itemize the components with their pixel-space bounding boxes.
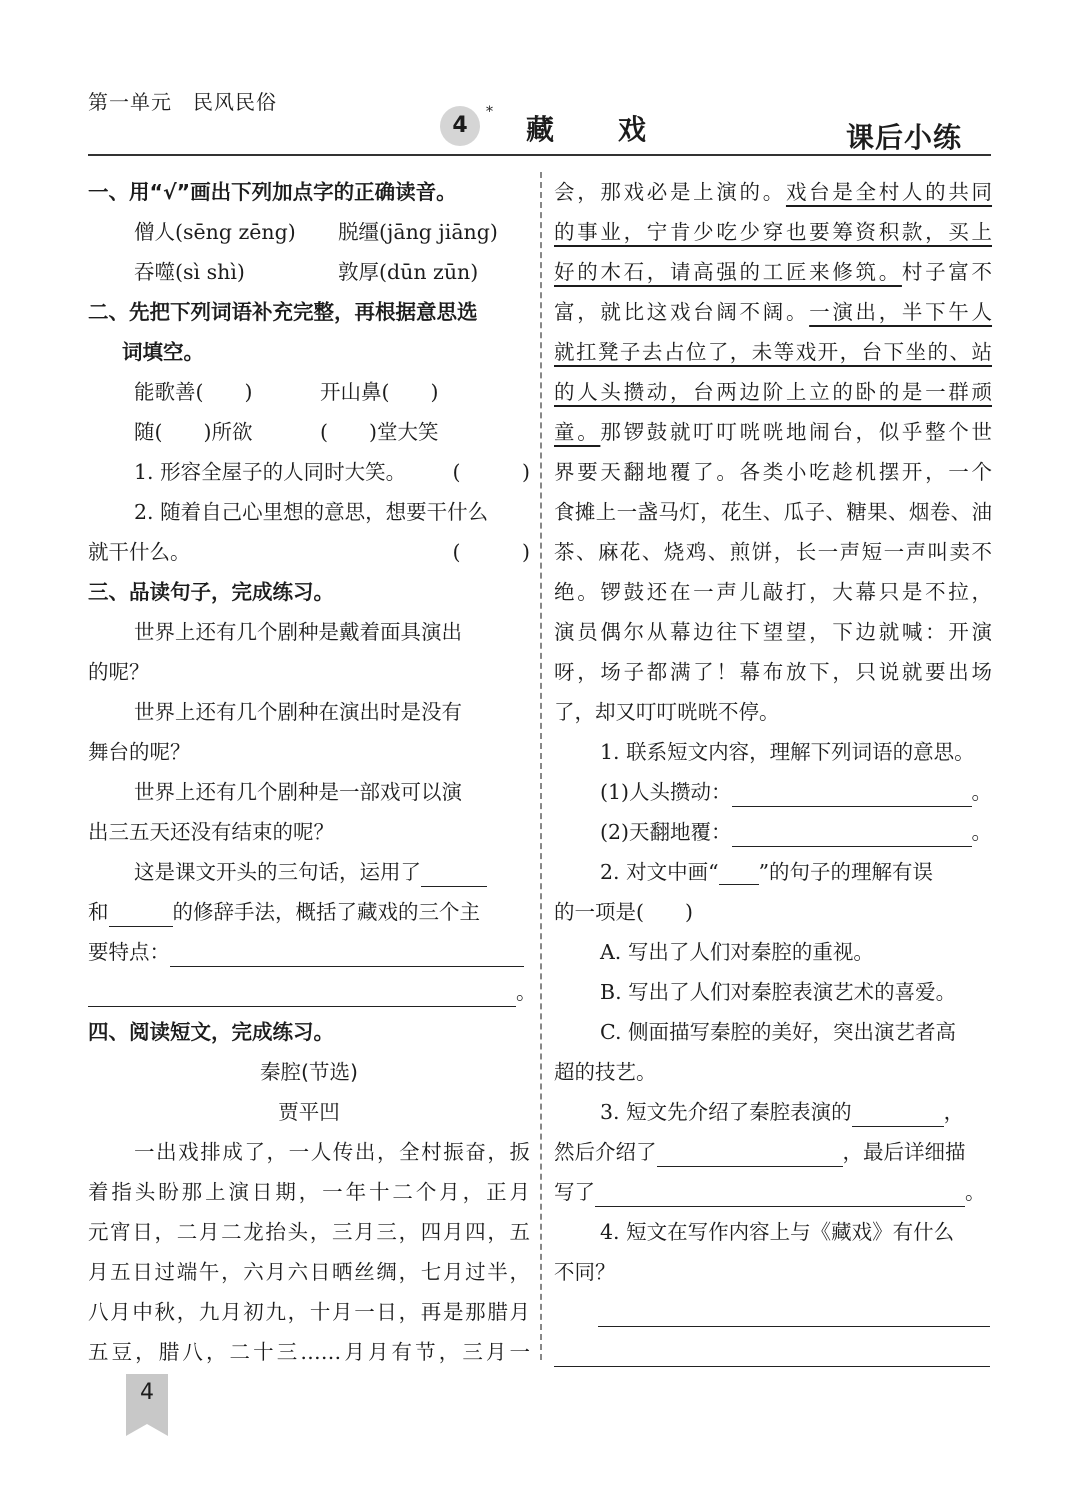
- rq2-option-b[interactable]: B. 写出了人们对秦腔表演艺术的喜爱。: [600, 980, 957, 1004]
- question-2-title-line2: 词填空。: [122, 340, 204, 364]
- article-line-12: 的人头攒动，台两边阶上立的卧的是一群顽: [554, 380, 992, 404]
- rq3-line2: [554, 1132, 992, 1172]
- article-text: 村子富不: [901, 260, 993, 284]
- q3-sentence-3-line2: 出三五天还没有结束的呢？: [88, 820, 334, 844]
- article-line-11: 就扛凳子去占位了，未等戏开，台下坐的、站: [554, 340, 992, 364]
- rq4-blank-1[interactable]: [598, 1300, 990, 1327]
- q1-item-sengren: 僧人(sēng zēng): [134, 220, 296, 244]
- q1-row-1: [88, 212, 530, 252]
- q3-end-period: 。: [516, 980, 537, 1004]
- rq3-blank-2[interactable]: [657, 1140, 843, 1167]
- question-3-title: 三、品读句子，完成练习。: [88, 580, 334, 604]
- q3-question-line2: [88, 892, 530, 932]
- lesson-number-badge: 4: [440, 106, 480, 146]
- article-line-9: [554, 252, 992, 292]
- q3-question-line3: [88, 932, 530, 972]
- optional-lesson-star: *: [486, 104, 493, 120]
- q3-blank-3[interactable]: [170, 940, 524, 967]
- column-divider: [540, 172, 542, 1360]
- q3-question-text-1: 这是课文开头的三句话，运用了: [134, 860, 421, 884]
- period: 。: [965, 1180, 986, 1204]
- rq3-text-1: 3. 短文先介绍了秦腔表演的: [600, 1100, 852, 1124]
- rq1-a: [554, 772, 992, 812]
- rq1-b-label: (2)天翻地覆：: [600, 820, 732, 844]
- q3-sentence-2-line1: 世界上还有几个剧种在演出时是没有: [134, 700, 462, 724]
- q2-item-2-text: 就干什么。: [88, 540, 191, 564]
- lesson-title: 藏戏: [526, 113, 711, 146]
- question-4-title: 四、阅读短文，完成练习。: [88, 1020, 334, 1044]
- left-column: [88, 172, 537, 1372]
- article-line-20: 了，却又叮叮咣咣不停。: [554, 700, 780, 724]
- rq4-line1: 4. 短文在写作内容上与《藏戏》有什么: [600, 1220, 955, 1244]
- q3-question-text-3: 的修辞手法，概括了藏戏的三个主: [172, 900, 480, 924]
- article-title: 秦腔(节选): [260, 1060, 358, 1084]
- article-line-7: [554, 172, 992, 212]
- rq3-line1: [554, 1092, 992, 1132]
- q2-word-kaishanbi[interactable]: 开山鼻( ): [320, 380, 439, 404]
- q1-item-tunshi: 吞噬(sì shì): [134, 260, 245, 284]
- rq2-line2[interactable]: 的一项是( ): [554, 900, 693, 924]
- q3-blank-4[interactable]: [88, 980, 516, 1007]
- article-line-15: 食摊上一盏马灯，花生、瓜子、糖果、烟卷、油: [554, 500, 992, 524]
- rq4-blank-2[interactable]: [554, 1340, 990, 1367]
- q2-item-1: [88, 452, 530, 492]
- rq2-option-c-line1[interactable]: C. 侧面描写秦腔的美好，突出演艺者高: [600, 1020, 956, 1044]
- header-rule: [88, 154, 991, 156]
- article-line-18: 演员偶尔从幕边往下望望，下边就喊：开演: [554, 620, 992, 644]
- article-line-16: 茶、麻花、烧鸡、煎饼，长一声短一声叫卖不: [554, 540, 992, 564]
- article-text: 富，就比这戏台阔不阔。: [554, 300, 810, 324]
- question-2-title-line1: 二、先把下列词语补充完整，再根据意思选: [88, 300, 478, 324]
- q3-answer-line: [88, 972, 537, 1012]
- q3-blank-1[interactable]: [421, 860, 487, 887]
- rq2-option-a[interactable]: A. 写出了人们对秦腔的重视。: [600, 940, 874, 964]
- q2-word-nenggeshan[interactable]: 能歌善( ): [134, 380, 253, 404]
- underlined-sentence: 戏台是全村人的共同: [785, 180, 993, 204]
- article-line-2: 着指头盼那上演日期，一年十二个月，正月: [88, 1180, 530, 1204]
- unit-title: 第一单元 民风民俗: [88, 90, 277, 114]
- page-tab-tip: [126, 1424, 168, 1436]
- article-author: 贾平凹: [278, 1100, 340, 1124]
- article-text: 会，那戏必是上演的。: [554, 180, 786, 204]
- q2-item-2-line1: 2. 随着自己心里想的意思，想要干什么: [134, 500, 489, 524]
- rq2-line1: [554, 852, 992, 892]
- rq3-text-2: 然后介绍了: [554, 1140, 657, 1164]
- article-text: 那锣鼓就叮叮咣咣地闹台，似乎整个世: [600, 420, 993, 444]
- q2-word-tangdaxiao[interactable]: ( )堂大笑: [320, 420, 439, 444]
- right-column: [554, 172, 992, 1372]
- q2-item-1-text: 1. 形容全屋子的人同时大笑。: [134, 460, 407, 484]
- article-line-4: 月五日过端午，六月六日晒丝绸，七月过半，: [88, 1260, 530, 1284]
- rq2-text-2: ”的句子的理解有误: [758, 860, 934, 884]
- q2-item-2-answer[interactable]: ( ): [452, 540, 530, 564]
- rq4-line2: 不同？: [554, 1260, 616, 1284]
- rq2-option-c-line2: 超的技艺。: [554, 1060, 657, 1084]
- q3-sentence-1-line2: 的呢？: [88, 660, 150, 684]
- rq1-a-label: (1)人头攒动：: [600, 780, 732, 804]
- rq2-underline-sample: [719, 862, 759, 885]
- q2-words-row-1: [88, 372, 530, 412]
- q2-item-1-answer[interactable]: ( ): [452, 460, 530, 484]
- article-line-1: 一出戏排成了，一人传出，全村振奋，扳: [134, 1140, 530, 1164]
- rq1-b: [554, 812, 992, 852]
- q2-item-2-line2: [88, 532, 530, 572]
- underlined-sentence: 一演出，半下午人: [809, 300, 993, 324]
- rq4-answer-line-1: [554, 1292, 992, 1332]
- underlined-sentence: 好的木石，请高强的工匠来修筑。: [554, 260, 902, 284]
- period: 。: [971, 820, 993, 844]
- rq1-title: 1. 联系短文内容，理解下列词语的意思。: [600, 740, 975, 764]
- period: 。: [971, 780, 993, 804]
- rq3-blank-1[interactable]: [852, 1100, 944, 1127]
- q3-question-text-2: 和: [88, 900, 109, 924]
- article-line-19: 呀，场子都满了！幕布放下，只说就要出场: [554, 660, 992, 684]
- rq1-a-blank[interactable]: [732, 780, 972, 807]
- q3-blank-2[interactable]: [109, 900, 173, 927]
- rq3-text-4: 写了: [554, 1180, 595, 1204]
- rq2-text-1: 2. 对文中画“: [600, 860, 719, 884]
- article-line-13: [554, 412, 992, 452]
- rq1-b-blank[interactable]: [732, 820, 972, 847]
- q1-item-tuojiang: 脱缰(jāng jiāng): [338, 220, 498, 244]
- section-label: 课后小练: [846, 121, 963, 154]
- q1-item-dunhou: 敦厚(dūn zūn): [338, 260, 479, 284]
- q1-row-2: [88, 252, 530, 292]
- article-line-6: 五豆，腊八，二十三……月月有节，三月一: [88, 1340, 530, 1364]
- q3-sentence-1-line1: 世界上还有几个剧种是戴着面具演出: [134, 620, 462, 644]
- article-line-10: [554, 292, 992, 332]
- article-line-5: 八月中秋，九月初九，十月一日，再是那腊月: [88, 1300, 530, 1324]
- article-line-8: 的事业，宁肯少吃少穿也要筹资积款，买上: [554, 220, 992, 244]
- rq4-answer-line-2: [554, 1332, 992, 1372]
- rq3-comma: ，: [943, 1100, 965, 1124]
- q2-word-suosuoyu[interactable]: 随( )所欲: [134, 420, 253, 444]
- rq3-text-3: ，最后详细描: [842, 1140, 966, 1164]
- q3-question-line1: [88, 852, 530, 892]
- q3-sentence-2-line2: 舞台的呢？: [88, 740, 191, 764]
- page-number-tab: 4: [126, 1374, 168, 1424]
- q3-sentence-3-line1: 世界上还有几个剧种是一部戏可以演: [134, 780, 462, 804]
- article-line-3: 元宵日，二月二龙抬头，三月三，四月四，五: [88, 1220, 530, 1244]
- q2-words-row-2: [88, 412, 530, 452]
- article-line-14: 界要天翻地覆了。各类小吃趁机摆开，一个: [554, 460, 992, 484]
- rq3-line3: [554, 1172, 992, 1212]
- underlined-sentence: 童。: [554, 420, 601, 444]
- article-line-17: 绝。锣鼓还在一声儿敲打，大幕只是不拉，: [554, 580, 992, 604]
- rq3-blank-3[interactable]: [595, 1180, 965, 1207]
- q3-question-text-4: 要特点：: [88, 940, 170, 964]
- question-1-title: 一、用“√”画出下列加点字的正确读音。: [88, 180, 457, 204]
